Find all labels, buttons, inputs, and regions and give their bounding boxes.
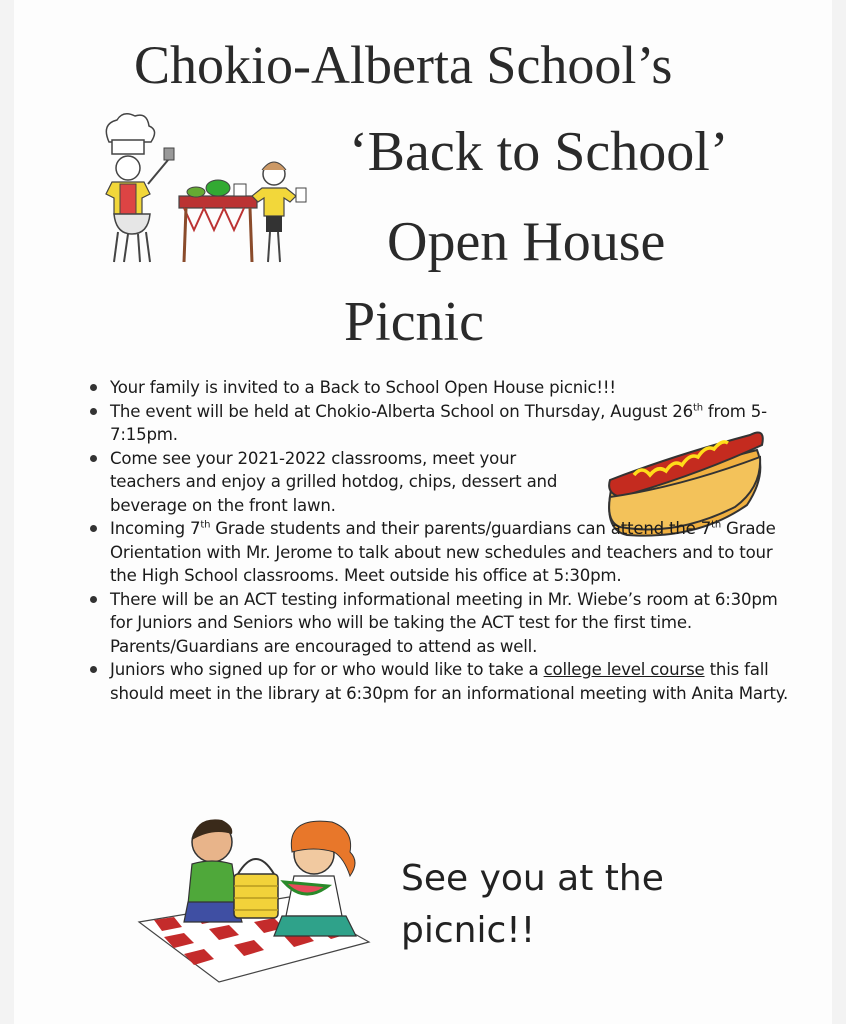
bullet-icon [90,455,97,462]
bullet-text-invite: Your family is invited to a Back to School Open House picnic!!! [110,378,616,397]
bullet-text-date-a: The event will be held at Chokio-Alberta School on Thursday, August 26 [110,401,693,421]
list-item [90,376,790,400]
ordinal-suffix: th [711,519,721,531]
bullet-icon [90,525,97,532]
bullet-text-orientation-c: Grade Orientation with Mr. Jerome to talk about new schedules and teachers and to tour the High School classrooms. Meet outside his office at 5:30pm. [110,519,776,585]
title-line-3: Open House [387,211,666,273]
bullet-icon [90,596,97,603]
closing-line-1: See you at the [401,858,664,899]
event-details-list [90,376,790,705]
ordinal-suffix: th [692,401,703,413]
list-item [90,588,790,659]
ordinal-suffix: th [200,519,211,531]
bullet-text-classrooms: Come see your 2021-2022 classrooms, meet your teachers and enjoy a grilled hotdog, chips, dessert and beverage on the front lawn. [110,448,558,515]
bullet-text-act: There will be an ACT testing informational meeting in Mr. Wiebe’s room at 6:30pm for Juniors and Seniors who will be taking the ACT test for the first time. Parents/Guardians are encouraged to attend as well. [110,589,778,656]
closing-message [401,853,664,957]
college-course-link: college level course [543,660,705,679]
bullet-icon [90,408,97,415]
bullet-icon [90,666,97,673]
grilling-kids-illustration [84,112,314,277]
list-item [90,517,790,588]
bullet-text-orientation-a: Incoming 7 [110,519,201,538]
title-line-1: Chokio-Alberta School’s [134,35,673,95]
bullet-text-orientation-b: Grade students and their parents/guardians can attend the 7 [210,519,712,538]
bullet-icon [90,384,97,391]
title-line-2: ‘Back to School’ [349,121,729,183]
list-item [90,447,790,518]
list-item [90,658,790,705]
title-line-4: Picnic [344,291,484,353]
closing-line-2: picnic!! [401,910,536,951]
flyer-page [14,0,832,1024]
picnic-kids-illustration [134,812,379,987]
bullet-text-college-a: Juniors who signed up for or who would like to take a [110,660,544,679]
bullet-text-date-b: from 5-7:15pm. [110,401,767,444]
bullet-text-college-b: this fall should meet in the library at 6:30pm for an informational meeting with Anita Marty. [110,660,789,703]
list-item [90,400,790,447]
